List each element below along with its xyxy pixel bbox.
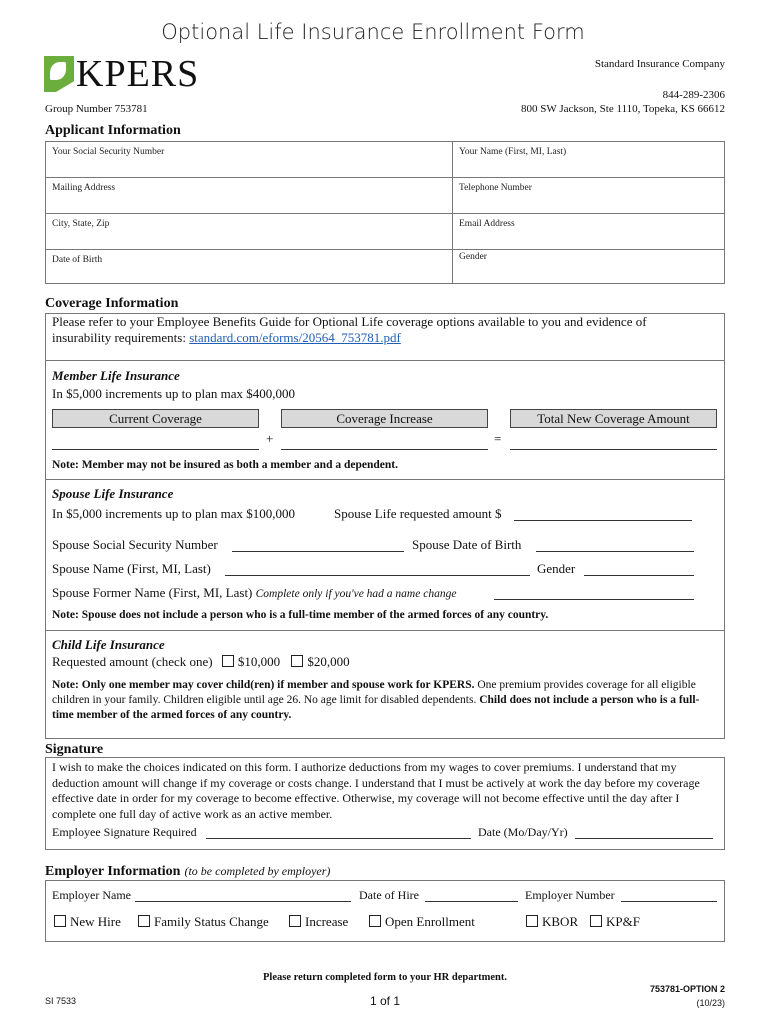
option-code: 753781-OPTION 2 (649, 984, 725, 994)
spouse-dob-label: Spouse Date of Birth (412, 537, 522, 552)
signature-text: I wish to make the choices indicated on this form. I authorize deductions from my wages to cover premiums. I understand that my deduction amount will change if my coverage or costs change. I understand that I must be actively at work the day before my coverage effective date in order for my coverage to become effective. Otherwise, my coverage will not become effective until the day after I complete one full day of active work as an active member. (52, 760, 700, 821)
checkbox-icon[interactable] (369, 915, 381, 927)
spouse-gender-label: Gender (537, 561, 576, 576)
child-note: Note: Only one member may cover child(ren) if member and spouse work for KPERS. One premium provides coverage for all eligible children in your family. Children eligible until age 26. No age limit for disabled dependents. Child does not include a person who is a full-time member of the armed forces of any country. (52, 679, 700, 721)
signature-input[interactable] (206, 838, 471, 839)
kpf-option[interactable]: KP&F (590, 914, 640, 930)
spouse-requested-label: Spouse Life requested amount $ (334, 506, 502, 521)
coverage-intro-line1: Please refer to your Employee Benefits Guide for Optional Life coverage options available to you and evidence of (52, 314, 647, 329)
current-coverage-label: Current Coverage (52, 409, 259, 428)
current-coverage-input[interactable] (52, 449, 259, 450)
spouse-ssn-label: Spouse Social Security Number (52, 537, 218, 552)
checkbox-icon[interactable] (526, 915, 538, 927)
applicant-heading: Applicant Information (45, 123, 181, 138)
company-address: 800 SW Jackson, Ste 1110, Topeka, KS 66612 (521, 103, 725, 115)
family-status-option[interactable]: Family Status Change (138, 914, 269, 930)
open-enrollment-option[interactable]: Open Enrollment (369, 914, 475, 930)
increase-option[interactable]: Increase (289, 914, 348, 930)
new-hire-option[interactable]: New Hire (54, 914, 121, 930)
child-requested-label: Requested amount (check one) (52, 654, 213, 669)
form-code: SI 7533 (45, 996, 77, 1006)
employer-heading: Employer Information (45, 864, 181, 879)
member-increments: In $5,000 increments up to plan max $400,000 (52, 386, 295, 401)
child-option-10000[interactable]: $10,000 (222, 654, 280, 669)
dob-field[interactable]: Date of Birth (52, 255, 103, 265)
gender-field[interactable]: Gender (459, 252, 487, 262)
member-note: Note: Member may not be insured as both a member and a dependent. (52, 459, 398, 471)
telephone-field[interactable]: Telephone Number (459, 183, 532, 193)
revision-date: (10/23) (696, 998, 725, 1008)
spouse-name-input[interactable] (225, 575, 530, 576)
eforms-link[interactable]: standard.com/eforms/20564_753781.pdf (189, 330, 401, 345)
employer-heading-note: (to be completed by employer) (184, 864, 331, 878)
city-state-zip-field[interactable]: City, State, Zip (52, 219, 110, 229)
checkbox-icon[interactable] (222, 655, 234, 667)
spouse-requested-input[interactable] (514, 520, 692, 521)
total-coverage-input[interactable] (510, 449, 717, 450)
ssn-field[interactable]: Your Social Security Number (52, 147, 165, 157)
checkbox-icon[interactable] (291, 655, 303, 667)
logo-text: KPERS (76, 53, 200, 95)
spouse-note: Note: Spouse does not include a person who is a full-time member of the armed forces of any country. (52, 609, 549, 621)
company-name: Standard Insurance Company (594, 58, 725, 70)
hire-date-input[interactable] (425, 901, 518, 902)
child-heading: Child Life Insurance (52, 637, 165, 652)
spouse-name-label: Spouse Name (First, MI, Last) (52, 561, 211, 576)
coverage-increase-input[interactable] (281, 449, 488, 450)
employer-number-input[interactable] (621, 901, 717, 902)
spouse-dob-input[interactable] (536, 551, 694, 552)
checkbox-icon[interactable] (289, 915, 301, 927)
coverage-intro-line2: insurability requirements: (52, 330, 190, 345)
checkbox-icon[interactable] (54, 915, 66, 927)
spouse-ssn-input[interactable] (232, 551, 404, 552)
spouse-former-input[interactable] (494, 599, 694, 600)
coverage-increase-label: Coverage Increase (281, 409, 488, 428)
employer-number-label: Employer Number (525, 888, 615, 902)
page-number: 1 of 1 (369, 994, 401, 1008)
company-phone: 844-289-2306 (662, 89, 725, 101)
total-coverage-label: Total New Coverage Amount (510, 409, 717, 428)
kbor-option[interactable]: KBOR (526, 914, 578, 930)
return-instructions: Please return completed form to your HR department. (263, 972, 507, 983)
plus-sign: + (266, 431, 274, 446)
email-field[interactable]: Email Address (459, 219, 515, 229)
name-field[interactable]: Your Name (First, MI, Last) (459, 147, 567, 157)
kpers-logo (44, 53, 204, 95)
employer-name-input[interactable] (135, 901, 351, 902)
mailing-address-field[interactable]: Mailing Address (52, 183, 116, 193)
leaf-icon (44, 56, 74, 92)
hire-date-label: Date of Hire (359, 888, 419, 902)
form-title: Optional Life Insurance Enrollment Form (161, 20, 585, 44)
spouse-former-hint: Complete only if you've had a name change (255, 588, 457, 600)
spouse-increments: In $5,000 increments up to plan max $100,000 (52, 506, 295, 521)
spouse-former-label: Spouse Former Name (First, MI, Last) (52, 585, 253, 600)
equals-sign: = (494, 431, 502, 446)
spouse-gender-input[interactable] (584, 575, 694, 576)
coverage-heading: Coverage Information (45, 296, 179, 311)
sig-date-input[interactable] (575, 838, 713, 839)
spouse-heading: Spouse Life Insurance (52, 486, 174, 501)
signature-heading: Signature (45, 742, 104, 757)
checkbox-icon[interactable] (590, 915, 602, 927)
group-number: Group Number 753781 (45, 103, 148, 115)
sig-date-label: Date (Mo/Day/Yr) (478, 825, 568, 839)
checkbox-icon[interactable] (138, 915, 150, 927)
child-option-20000[interactable]: $20,000 (291, 654, 349, 669)
signature-label: Employee Signature Required (52, 825, 197, 839)
employer-name-label: Employer Name (52, 888, 131, 902)
member-heading: Member Life Insurance (52, 368, 180, 383)
